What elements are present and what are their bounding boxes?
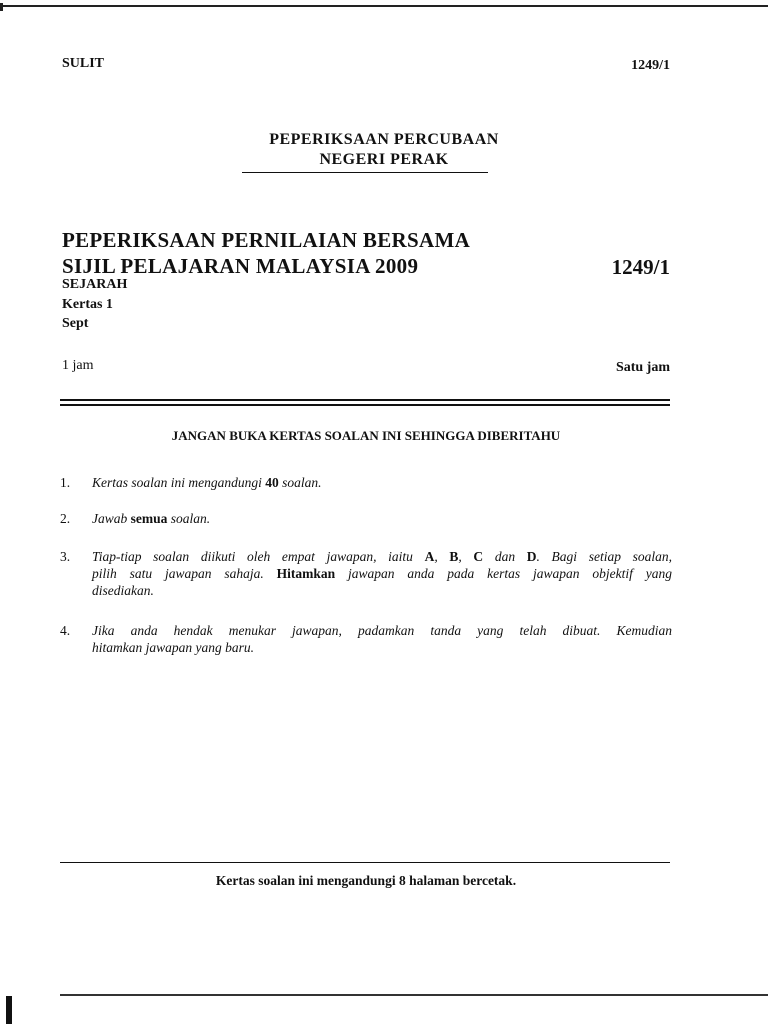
scan-corner-top-left xyxy=(0,3,11,11)
instruction-fragment: . Bagi setiap soalan, xyxy=(536,549,673,564)
option-letter: A xyxy=(424,549,435,564)
instruction-fragment: pilih satu jawapan sahaja. xyxy=(92,566,277,581)
instruction-number: 2. xyxy=(60,511,71,526)
instruction-fragment: soalan. xyxy=(278,475,322,490)
classification-label: SULIT xyxy=(62,56,105,71)
double-rule-bottom xyxy=(60,404,670,406)
emphasis-word: Hitamkan xyxy=(276,566,336,581)
question-count: 40 xyxy=(265,475,279,490)
option-letter: C xyxy=(473,549,484,564)
subject-name: SEJARAH xyxy=(62,277,128,292)
exam-title-line2: SIJIL PELAJARAN MALAYSIA 2009 xyxy=(62,254,419,278)
emphasis-word: semua xyxy=(130,511,168,526)
instruction-number: 3. xyxy=(60,549,71,564)
instruction-fragment: Kertas soalan ini mengandungi xyxy=(92,475,266,490)
instruction-number: 4. xyxy=(60,623,71,638)
instruction-fragment: , xyxy=(434,549,450,564)
instruction-fragment: jawapan anda pada kertas jawapan objektif yang xyxy=(335,566,672,581)
instruction-fragment: Tiap-tiap soalan diikuti oleh empat jawapan, iaitu xyxy=(92,549,425,564)
trial-exam-title: PEPERIKSAAN PERCUBAAN xyxy=(269,131,499,148)
trial-title-underline xyxy=(242,172,488,173)
trial-exam-state: NEGERI PERAK xyxy=(319,151,449,168)
duration-short: 1 jam xyxy=(62,358,94,373)
header-paper-code: 1249/1 xyxy=(631,58,670,73)
option-letter: D xyxy=(526,549,537,564)
exam-paper-code: 1249/1 xyxy=(611,255,670,279)
scan-border-bottom xyxy=(60,994,768,996)
instruction-fragment: hitamkan jawapan yang baru. xyxy=(92,640,254,655)
instruction-fragment: Jika anda hendak menukar jawapan, padamkan tanda yang telah dibuat. Kemudian xyxy=(92,623,672,638)
scan-corner-bottom-left xyxy=(6,996,12,1024)
instruction-fragment: Jawab xyxy=(92,511,131,526)
instruction-text xyxy=(92,510,672,527)
option-letter: B xyxy=(449,549,459,564)
page-count-note: Kertas soalan ini mengandungi 8 halaman bercetak. xyxy=(215,873,517,888)
double-rule-top xyxy=(60,399,670,401)
instruction-fragment: dan xyxy=(483,549,527,564)
instruction-number: 1. xyxy=(60,475,71,490)
instruction-text xyxy=(92,548,672,599)
instruction-fragment: soalan. xyxy=(167,511,211,526)
instruction-fragment: disediakan. xyxy=(92,583,154,598)
scan-border-top xyxy=(0,5,768,7)
duration-long: Satu jam xyxy=(615,360,670,375)
footer-rule xyxy=(60,862,670,863)
exam-title-line1: PEPERIKSAAN PERNILAIAN BERSAMA xyxy=(62,228,471,252)
exam-month: Sept xyxy=(62,316,89,331)
do-not-open-warning: JANGAN BUKA KERTAS SOALAN INI SEHINGGA DIBERITAHU xyxy=(171,428,561,443)
instruction-text xyxy=(92,474,672,491)
paper-number: Kertas 1 xyxy=(62,297,113,312)
instruction-text xyxy=(92,622,672,656)
instruction-fragment: , xyxy=(458,549,474,564)
